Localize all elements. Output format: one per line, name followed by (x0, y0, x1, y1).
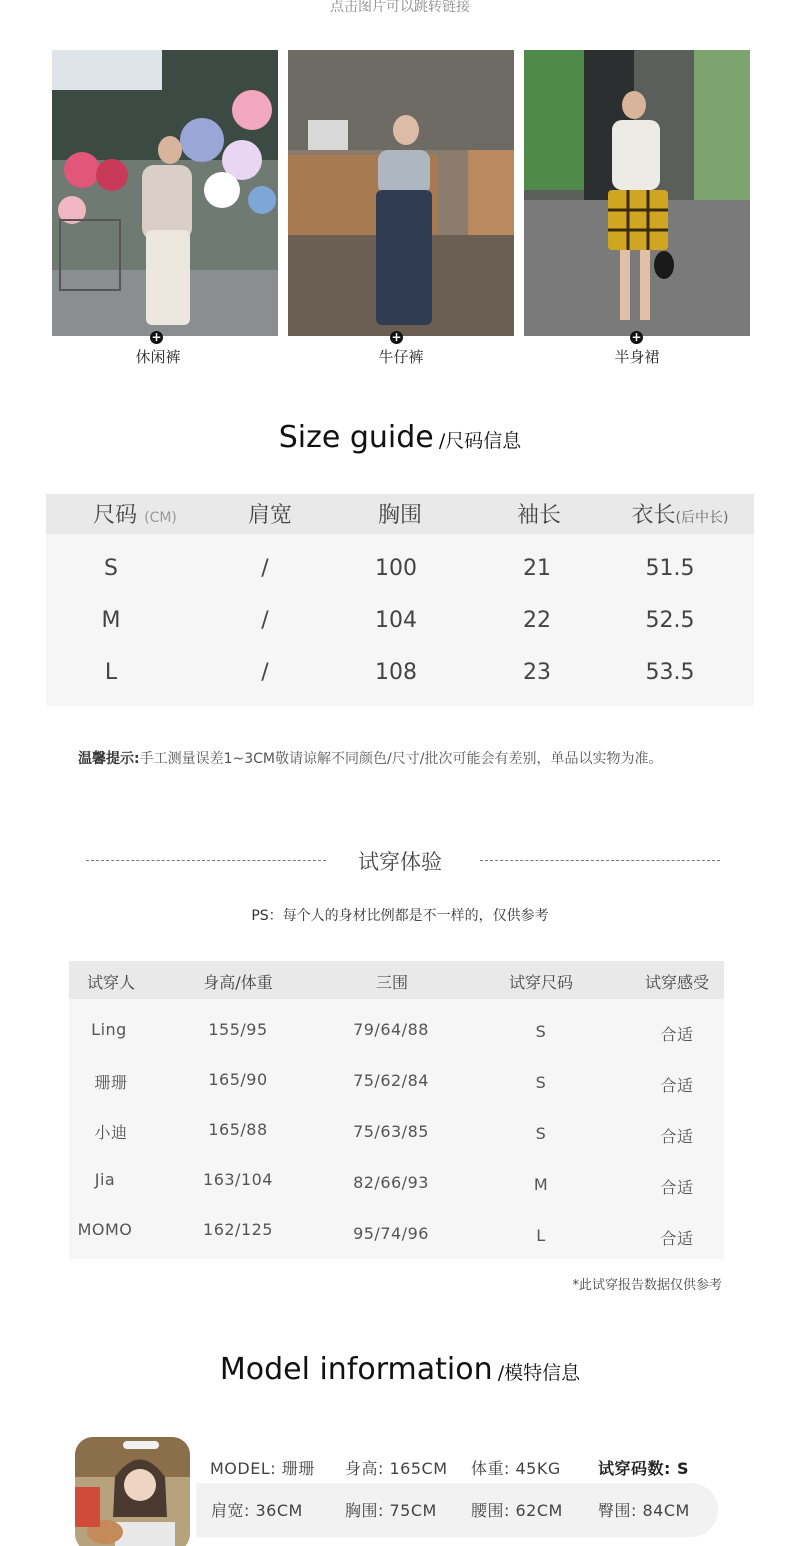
try-cell: S (535, 1073, 547, 1092)
size-guide-title (0, 420, 800, 455)
size-guide-title-cn: /尺码信息 (438, 430, 522, 452)
try-header-person: 试穿人 (86, 973, 135, 992)
try-cell: S (535, 1022, 547, 1041)
product-photo-casual-pants[interactable] (52, 50, 278, 336)
plus-icon[interactable]: + (391, 330, 402, 344)
model-info-title-cn: /模特信息 (497, 1362, 581, 1384)
size-header-shoulder: 肩宽 (247, 503, 292, 528)
model-info-title-en: Model information (219, 1352, 493, 1387)
product-photo-jeans[interactable] (288, 50, 514, 336)
try-cell: 小迪 (94, 1123, 128, 1142)
try-cell: 合适 (660, 1127, 694, 1146)
model-hip: 臀围: 84CM (598, 1501, 690, 1520)
try-cell: 95/74/96 (353, 1224, 429, 1243)
try-cell: 珊珊 (94, 1073, 128, 1092)
photo-label-skirt: 半身裙 (614, 348, 660, 366)
try-cell: 合适 (660, 1178, 694, 1197)
model-weight: 体重: 45KG (471, 1459, 561, 1478)
try-on-title: 试穿体验 (358, 850, 442, 874)
try-cell: Ling (91, 1020, 127, 1039)
try-cell: 165/88 (208, 1120, 268, 1139)
model-size: 试穿码数: S (598, 1459, 689, 1478)
try-on-table (69, 961, 724, 1259)
size-header-chest: 胸围 (377, 503, 422, 528)
size-cell: 21 (523, 556, 551, 581)
try-cell: 合适 (660, 1229, 694, 1248)
photo-image (288, 50, 514, 336)
try-header-height-weight: 身高/体重 (203, 973, 273, 992)
try-header-size: 试穿尺码 (508, 973, 573, 992)
size-header-length: 衣长(后中长) (631, 503, 729, 528)
photo-label-jeans: 牛仔裤 (378, 348, 424, 366)
try-cell: S (535, 1124, 547, 1143)
size-header-unit: (CM) (144, 510, 177, 526)
photo-image (524, 50, 750, 336)
try-on-ps: PS：每个人的身材比例都是不一样的，仅供参考 (251, 908, 549, 924)
size-cell: / (261, 556, 269, 581)
try-cell: 合适 (660, 1076, 694, 1095)
product-photo-skirt[interactable] (524, 50, 750, 336)
size-cell: 22 (523, 608, 551, 633)
try-on-note: *此试穿报告数据仅供参考 (572, 1278, 722, 1293)
size-cell: S (104, 556, 118, 581)
size-cell: 104 (375, 608, 417, 633)
model-chest: 胸围: 75CM (345, 1501, 437, 1520)
size-cell: 53.5 (645, 660, 695, 685)
model-avatar (75, 1437, 190, 1546)
try-cell: 163/104 (203, 1170, 273, 1189)
tip-label: 温馨提示: (78, 751, 140, 767)
size-cell: 100 (375, 556, 417, 581)
size-header-sleeve: 袖长 (516, 503, 561, 528)
try-cell: M (533, 1175, 549, 1194)
try-cell: MOMO (77, 1220, 133, 1239)
size-cell: M (101, 608, 121, 633)
try-header-measurements: 三围 (375, 973, 408, 992)
try-cell: 合适 (660, 1025, 694, 1044)
try-cell: L (536, 1226, 546, 1245)
try-header-feeling: 试穿感受 (644, 973, 709, 992)
size-cell: 52.5 (645, 608, 695, 633)
avatar-image (75, 1437, 190, 1546)
try-cell: Jia (94, 1170, 116, 1189)
size-cell: 23 (523, 660, 551, 685)
try-cell: 162/125 (203, 1220, 273, 1239)
try-cell: 165/90 (208, 1070, 268, 1089)
photo-image (52, 50, 278, 336)
model-waist: 腰围: 62CM (471, 1501, 563, 1520)
plus-icon[interactable]: + (151, 330, 162, 344)
try-cell: 75/63/85 (353, 1122, 429, 1141)
size-cell: / (261, 608, 269, 633)
try-cell: 82/66/93 (353, 1173, 429, 1192)
try-cell: 155/95 (208, 1020, 268, 1039)
size-cell: 51.5 (645, 556, 695, 581)
size-cell: / (261, 660, 269, 685)
measurement-tip (78, 748, 662, 768)
try-cell: 79/64/88 (353, 1020, 429, 1039)
model-height: 身高: 165CM (345, 1459, 448, 1478)
divider-right (480, 860, 720, 861)
try-cell: 75/62/84 (353, 1071, 429, 1090)
size-cell: L (104, 660, 118, 685)
model-info-title (0, 1352, 800, 1387)
size-cell: 108 (375, 660, 417, 685)
size-guide-title-en: Size guide (278, 420, 434, 455)
model-name: MODEL: 珊珊 (210, 1459, 315, 1478)
tip-text: 手工测量误差1~3CM敬请谅解不同颜色/尺寸/批次可能会有差别，单品以实物为准。 (139, 751, 663, 767)
link-hint: 点击图片可以跳转链接 (330, 0, 470, 15)
plus-icon[interactable]: + (631, 330, 642, 344)
size-header-size: 尺码 (CM) (93, 503, 177, 528)
photo-label-casual-pants: 休闲裤 (135, 348, 181, 366)
model-shoulder: 肩宽: 36CM (211, 1501, 303, 1520)
